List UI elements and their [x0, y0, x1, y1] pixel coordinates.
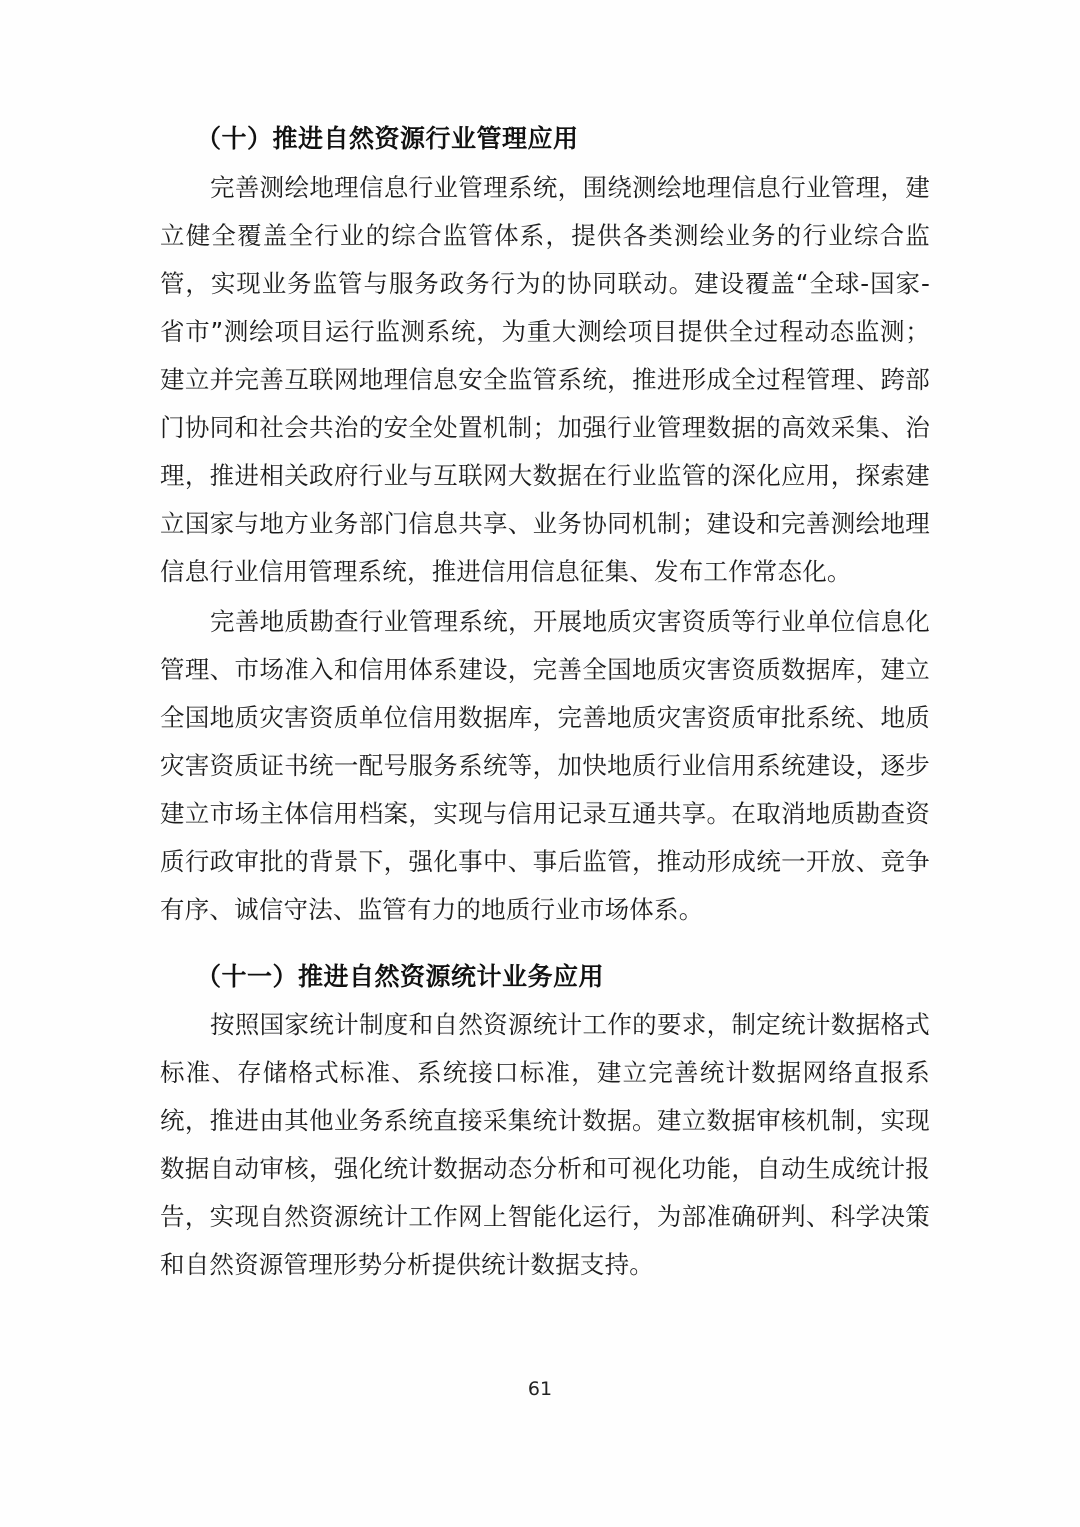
section-heading-eleven: （十一）推进自然资源统计业务应用	[196, 961, 605, 991]
paragraph: 完善测绘地理信息行业管理系统，围绕测绘地理信息行业管理，建立健全覆盖全行业的综合监管体系，提供各类测绘业务的行业综合监管，实现业务监管与服务政务行为的协同联动。建设覆盖“全球-国家-省市”测绘项目运行监测系统，为重大测绘项目提供全过程动态监测；建立并完善互联网地理信息安全监管系统，推进形成全过程管理、跨部门协同和社会共治的安全处置机制；加强行业管理数据的高效采集、治理，推进相关政府行业与互联网大数据在行业监管的深化应用，探索建立国家与地方业务部门信息共享、业务协同机制；建设和完善测绘地理信息行业信用管理系统，推进信用信息征集、发布工作常态化。	[160, 172, 930, 586]
section-heading-ten: （十）推进自然资源行业管理应用	[196, 124, 579, 153]
page-content	[160, 120, 930, 1289]
paragraph: 按照国家统计制度和自然资源统计工作的要求，制定统计数据格式标准、存储格式标准、系统接口标准，建立完善统计数据网络直报系统，推进由其他业务系统直接采集统计数据。建立数据审核机制，实现数据自动审核，强化统计数据动态分析和可视化功能，自动生成统计报告，实现自然资源统计工作网上智能化运行，为部准确研判、科学决策和自然资源管理形势分析提供统计数据支持。	[160, 1010, 930, 1279]
page-number: 61	[527, 1378, 553, 1400]
paragraph: 完善地质勘查行业管理系统，开展地质灾害资质等行业单位信息化管理、市场准入和信用体系建设，完善全国地质灾害资质数据库，建立全国地质灾害资质单位信用数据库，完善地质灾害资质审批系统、地质灾害资质证书统一配号服务系统等，加快地质行业信用系统建设，逐步建立市场主体信用档案，实现与信用记录互通共享。在取消地质勘查资质行政审批的背景下，强化事中、事后监管，推动形成统一开放、竞争有序、诚信守法、监管有力的地质行业市场体系。	[160, 606, 930, 924]
